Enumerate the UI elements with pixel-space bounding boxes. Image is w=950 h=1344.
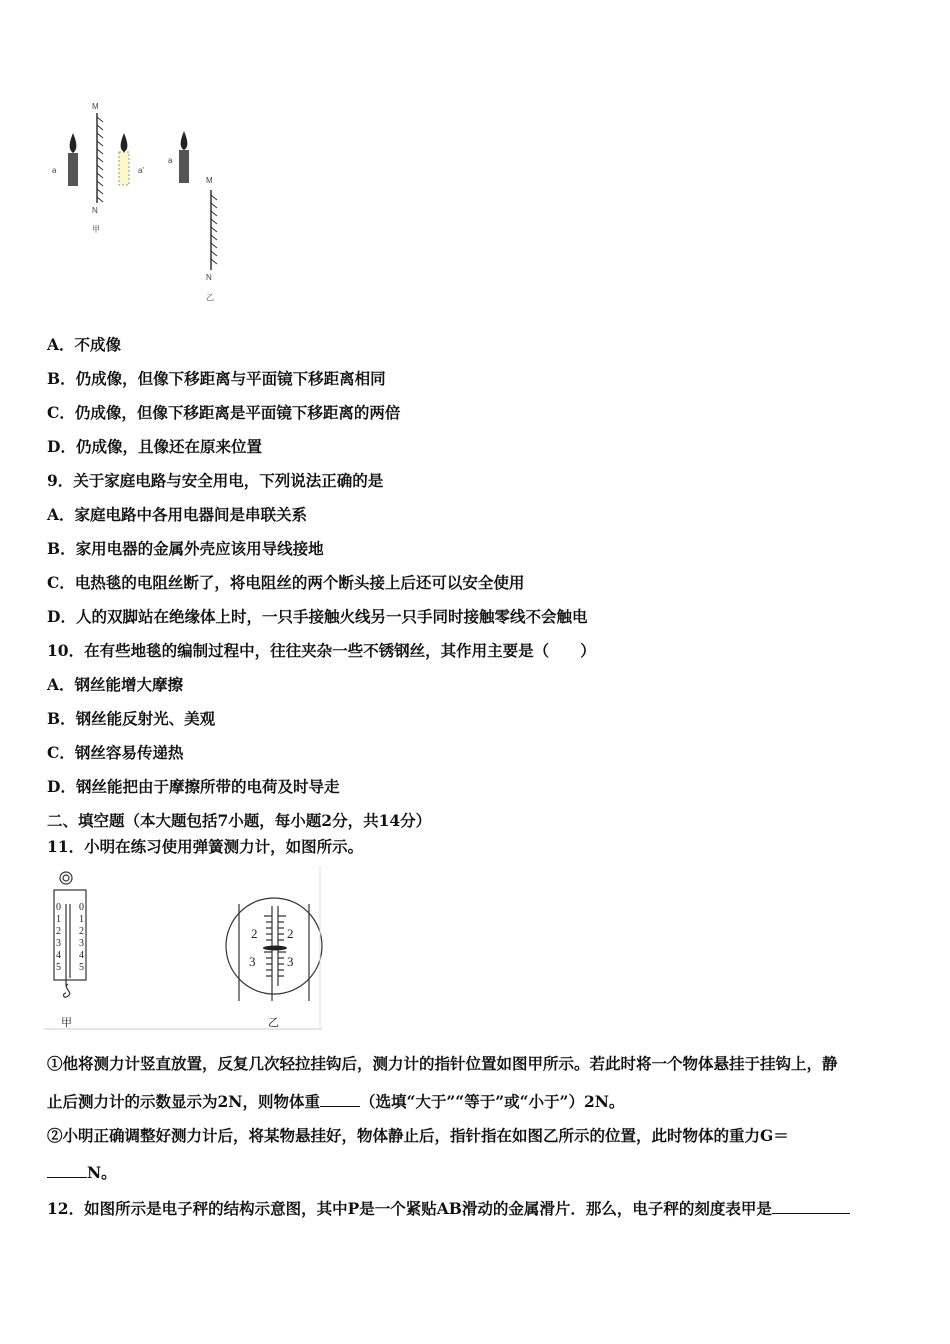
- q9-option-c: C．电热毯的电阻丝断了，将电阻丝的两个断头接上后还可以安全使用: [47, 573, 525, 592]
- q11-part2-line1: ②小明正确调整好测力计后，将某物悬挂好，物体静止后，指针指在如图乙所示的位置，此时物体的重力G＝: [47, 1126, 789, 1145]
- zoom-tick-3: 3: [249, 954, 256, 969]
- answer-blank-1[interactable]: [320, 1091, 360, 1107]
- tick-4: 4: [56, 950, 61, 961]
- tick-5: 5: [56, 962, 61, 973]
- spring-scale-figure: [44, 866, 324, 1031]
- section-heading: 二、填空题（本大题包括7小题，每小题2分，共14分）: [47, 811, 432, 830]
- tick-1: 1: [56, 914, 61, 925]
- tick-2-right: 2: [79, 926, 84, 937]
- q9-option-d: D．人的双脚站在绝缘体上时，一只手接触火线另一只手同时接触零线不会触电: [47, 607, 588, 626]
- tick-2: 2: [56, 926, 61, 937]
- caption-jia: 甲: [61, 1017, 72, 1029]
- q10-stem: 10．在有些地毯的编制过程中，往往夹杂一些不锈钢丝，其作用主要是（ ）: [47, 641, 596, 660]
- q10-option-c: C．钢丝容易传递热: [47, 743, 184, 762]
- answer-blank-2[interactable]: [47, 1162, 87, 1178]
- label-a2: a: [168, 156, 173, 165]
- zoom-tick-3-right: 3: [287, 954, 294, 969]
- tick-5-right: 5: [79, 962, 84, 973]
- mirror-candle-figure: [40, 95, 240, 310]
- tick-3-right: 3: [79, 938, 84, 949]
- q11-part1-suffix: （选填“大于”“等于”或“小于”）2N。: [359, 1092, 625, 1111]
- label-m2: M: [206, 176, 213, 185]
- q11-stem: 11．小明在练习使用弹簧测力计，如图所示。: [47, 837, 364, 856]
- tick-0: 0: [56, 902, 61, 913]
- zoom-tick-2-right: 2: [287, 926, 294, 941]
- label-a-prime: a': [138, 166, 144, 175]
- q12-stem-line: [47, 1198, 850, 1219]
- q8-option-b: B．仍成像，但像下移距离与平面镜下移距离相同: [47, 369, 386, 388]
- zoom-tick-2: 2: [251, 926, 258, 941]
- label-a: a: [52, 166, 57, 175]
- caption-yi: 乙: [268, 1017, 279, 1029]
- tick-3: 3: [56, 938, 61, 949]
- caption-yi: 乙: [206, 293, 214, 302]
- q9-option-a: A．家庭电路中各用电器间是串联关系: [47, 505, 308, 524]
- tick-4-right: 4: [79, 950, 84, 961]
- tick-1-right: 1: [79, 914, 84, 925]
- q10-option-d: D．钢丝能把由于摩擦所带的电荷及时导走: [47, 777, 340, 796]
- q8-option-a: A．不成像: [47, 335, 122, 354]
- q9-stem: 9．关于家庭电路与安全用电，下列说法正确的是: [47, 471, 384, 490]
- q9-option-b: B．家用电器的金属外壳应该用导线接地: [47, 539, 324, 558]
- q10-option-a: A．钢丝能增大摩擦: [47, 675, 184, 694]
- q11-part2-suffix: N。: [87, 1163, 117, 1182]
- q8-option-d: D．仍成像，且像还在原来位置: [47, 437, 262, 456]
- q8-option-c: C．仍成像，但像下移距离是平面镜下移距离的两倍: [47, 403, 401, 422]
- q12-stem: 12．如图所示是电子秤的结构示意图，其中P是一个紧贴AB滑动的金属滑片．那么，电子秤的刻度表甲是: [47, 1199, 772, 1218]
- answer-blank-3[interactable]: [772, 1198, 850, 1214]
- q10-option-b: B．钢丝能反射光、美观: [47, 709, 216, 728]
- label-n2: N: [206, 273, 212, 282]
- q11-part1-text: 止后测力计的示数显示为2N，则物体重: [47, 1092, 320, 1111]
- q11-part2-line2: [47, 1162, 117, 1183]
- label-n: N: [92, 206, 98, 215]
- q11-part1-line2: [47, 1091, 624, 1112]
- label-m: M: [92, 102, 99, 111]
- caption-jia: 甲: [92, 225, 100, 234]
- q11-part1-line1: ①他将测力计竖直放置，反复几次轻拉挂钩后，测力计的指针位置如图甲所示。若此时将一个物体悬挂于挂钩上，静: [47, 1054, 838, 1073]
- tick-0-right: 0: [79, 902, 84, 913]
